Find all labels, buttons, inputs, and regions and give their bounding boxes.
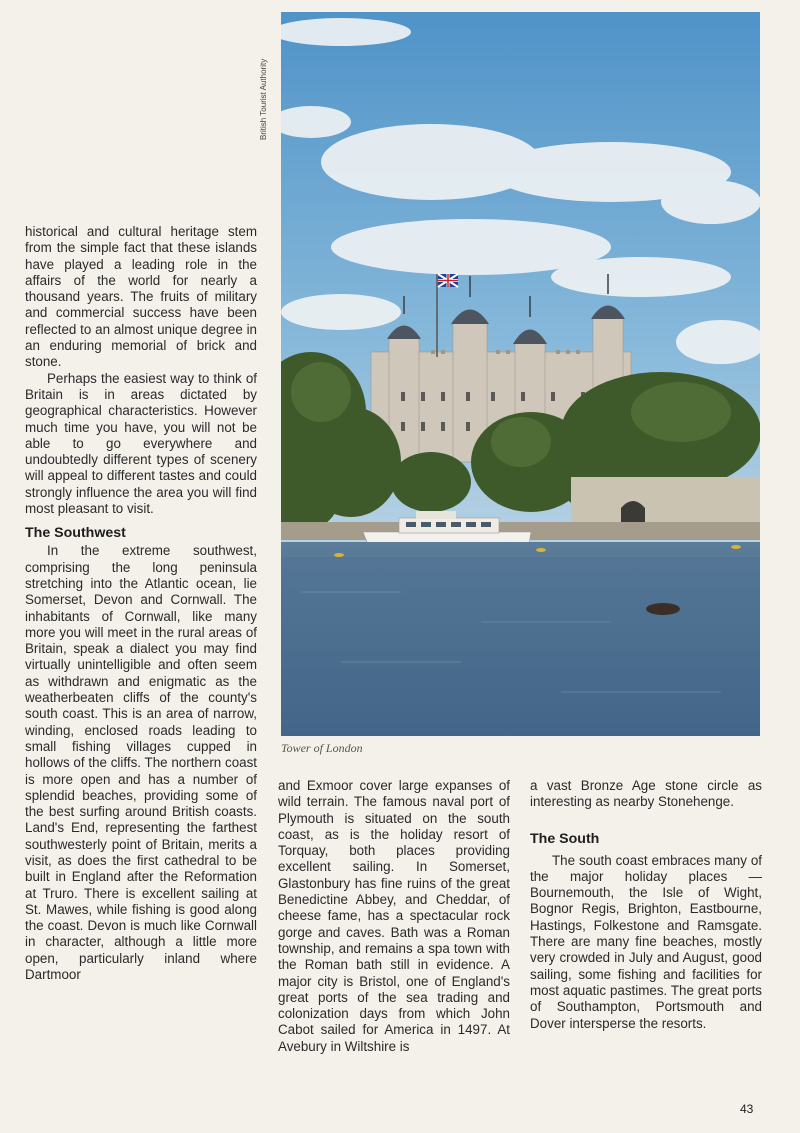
paragraph: a vast Bronze Age stone circle as interesting as nearby Stonehenge. — [530, 778, 762, 810]
paragraph: historical and cultural heritage stem from the simple fact that these islands have played a leading role in the affairs of the world for nearly a thousand years. The fruits of military and commercial success have been reflected to an almost unique degree in an enduring memorial of brick and stone. — [25, 224, 257, 370]
section-heading-south: The South — [530, 830, 600, 847]
paragraph: and Exmoor cover large expanses of wild terrain. The famous naval port of Plymouth is situated on the south coast, as is the holiday resort of Torquay, both places providing excellent sailing. In Somerset, Glastonbury has fine ruins of the great Benedictine Abbey, and Cheddar, of cheese fame, has a spectacular rock gorge and caves. Bath was a Roman township, and remains a spa town with the Roman bath still in evidence. A major city is Bristol, one of England's great ports of the sea trading and colonization days from which John Cabot sailed for America in 1497. At Avebury in Wiltshire is — [278, 778, 510, 1054]
paragraph: Perhaps the easiest way to think of Britain is in areas dictated by geographical characteristics. However much time you have, you will not be able to go everywhere and undoubtedly different types of scenery will appeal to different tastes and could strongly influence the area you will find most pleasant to visit. — [25, 370, 257, 517]
article-column-3 — [530, 778, 762, 1032]
photo-credit: British Tourist Authority — [259, 58, 268, 140]
paragraph: The south coast embraces many of the major holiday places — Bournemouth, the Isle of Wight, Bognor Regis, Brighton, Eastbourne, Hastings, Folkestone and Ramsgate. There are many fine beaches, mostly very crowded in July and August, good sailing, some fishing and facilities for most aquatic pastimes. The great ports of Southampton, Portsmouth and Dover intersperse the resorts. — [530, 852, 762, 1031]
section-heading-southwest: The Southwest — [25, 525, 126, 542]
article-column-2 — [278, 778, 510, 1055]
photo-caption: Tower of London — [281, 741, 363, 755]
page-number: 43 — [740, 1102, 754, 1116]
tower-of-london-photo — [281, 12, 760, 736]
article-column-1 — [25, 224, 257, 983]
paragraph: In the extreme southwest, comprising the long peninsula stretching into the Atlantic ocean, lie Somerset, Devon and Cornwall. The inhabitants of Cornwall, like many more you will meet in the rural areas of Britain, speak a dialect you may find virtually unintelligible and often seem as withdrawn and enigmatic as the weatherbeaten cliffs of the county's south coast. This is an area of narrow, winding, enclosed roads leading to small fishing villages cupped in hollows of the cliffs. The northern coast is more open and has a number of splendid beaches, providing some of the best surfing around British coasts. Land's End, representing the farthest southwesterly point of Britain, merits a visit, as does the first cathedral to be built in England after the Reformation at Truro. There is excellent sailing at St. Mawes, while fishing is good along the coast. Devon is much like Cornwall in character, although a little more open, particularly inland where Dartmoor — [25, 543, 257, 983]
